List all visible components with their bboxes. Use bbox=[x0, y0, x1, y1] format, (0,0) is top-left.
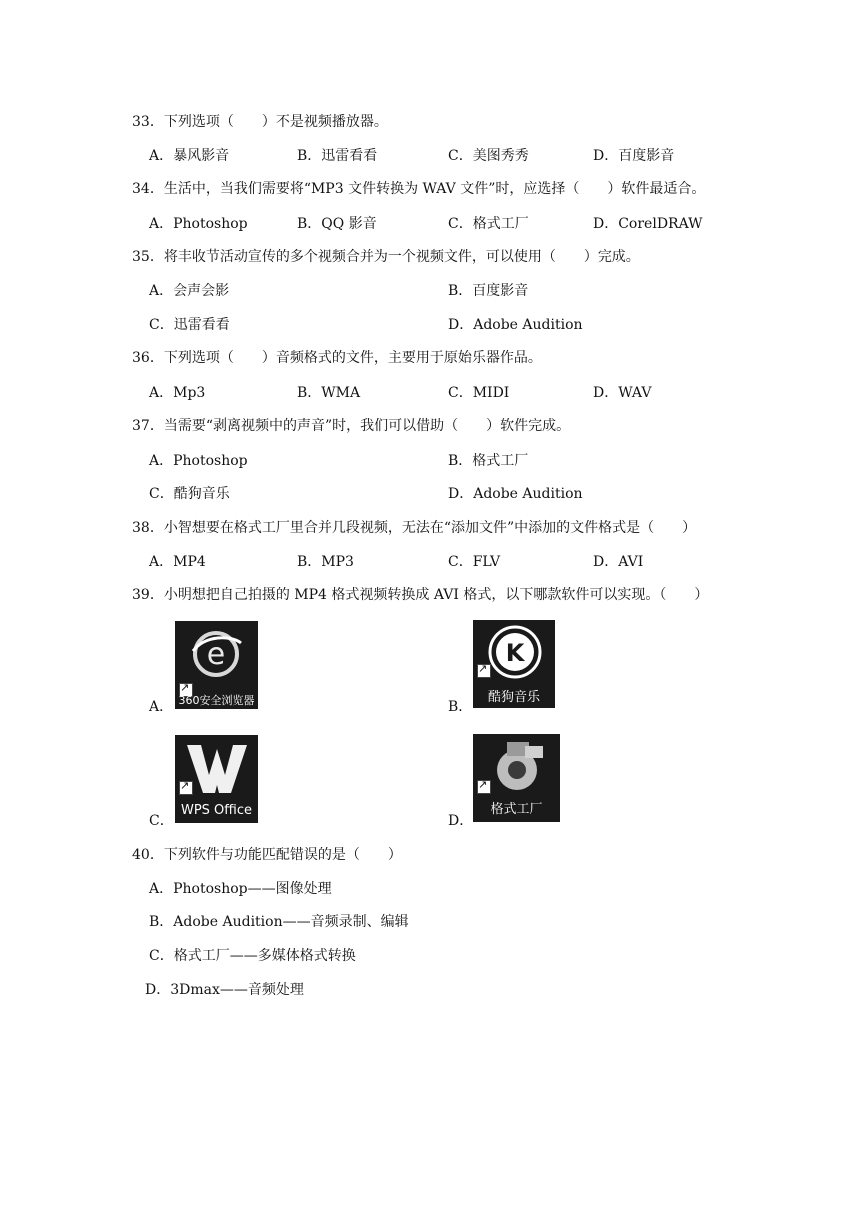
question-37-option-c: C．酷狗音乐 bbox=[149, 486, 230, 502]
kugou-music-icon bbox=[473, 620, 555, 708]
format-factory-caption: 格式工厂 bbox=[490, 802, 543, 817]
question-33-option-b: B．迅雷看看 bbox=[297, 148, 378, 164]
question-34-option-a: A．Photoshop bbox=[149, 216, 248, 232]
question-35-option-b: B．百度影音 bbox=[448, 283, 529, 299]
question-40-stem: 40．下列软件与功能匹配错误的是（ ） bbox=[132, 847, 402, 863]
question-39-stem: 39．小明想把自己拍摄的 MP4 格式视频转换成 AVI 格式，以下哪款软件可以实现。（ ） bbox=[132, 587, 709, 603]
question-40-option-b: B．Adobe Audition——音频录制、编辑 bbox=[149, 914, 409, 930]
question-34-stem: 34．生活中，当我们需要将“MP3 文件转换为 WAV 文件”时，应选择（ ）软件最适合。 bbox=[132, 181, 706, 197]
question-35-stem: 35．将丰收节活动宣传的多个视频合并为一个视频文件，可以使用（ ）完成。 bbox=[132, 249, 640, 265]
question-40-option-a: A．Photoshop——图像处理 bbox=[149, 881, 332, 897]
question-38-option-b: B．MP3 bbox=[297, 554, 354, 570]
format-factory-icon bbox=[473, 734, 560, 822]
question-34-option-c: C．格式工厂 bbox=[448, 216, 529, 232]
question-37-option-b: B．格式工厂 bbox=[448, 453, 529, 469]
question-33-option-a: A．暴风影音 bbox=[149, 148, 230, 164]
question-36-option-c: C．MIDI bbox=[448, 385, 510, 401]
question-37-option-a: A．Photoshop bbox=[149, 453, 248, 469]
question-37-option-d: D．Adobe Audition bbox=[448, 486, 583, 502]
question-38-option-d: D．AVI bbox=[593, 554, 644, 570]
question-34-option-b: B．QQ 影音 bbox=[297, 216, 377, 232]
shortcut-arrow-icon bbox=[179, 781, 193, 795]
shortcut-arrow-icon bbox=[477, 664, 491, 678]
question-36-option-a: A．Mp3 bbox=[149, 385, 206, 401]
question-36-option-b: B．WMA bbox=[297, 385, 361, 401]
question-38-stem: 38．小智想要在格式工厂里合并几段视频，无法在“添加文件”中添加的文件格式是（ ） bbox=[132, 520, 697, 536]
question-36-stem: 36．下列选项（ ）音频格式的文件，主要用于原始乐器作品。 bbox=[132, 350, 542, 366]
question-33-stem: 33．下列选项（ ）不是视频播放器。 bbox=[132, 114, 388, 130]
question-39-option-a: A． bbox=[149, 699, 174, 715]
360-browser-caption: 360安全浏览器 bbox=[178, 694, 255, 707]
question-33-option-c: C．美图秀秀 bbox=[448, 148, 529, 164]
question-37-stem: 37．当需要“剥离视频中的声音”时，我们可以借助（ ）软件完成。 bbox=[132, 418, 571, 434]
question-34-option-d: D．CorelDRAW bbox=[593, 216, 703, 232]
question-35-option-d: D．Adobe Audition bbox=[448, 317, 583, 333]
question-38-option-c: C．FLV bbox=[448, 554, 501, 570]
kugou-music-caption: 酷狗音乐 bbox=[487, 690, 540, 705]
wps-office-icon bbox=[175, 735, 258, 823]
question-35-option-a: A．会声会影 bbox=[149, 283, 230, 299]
360-browser-icon bbox=[175, 621, 258, 709]
question-36-option-d: D．WAV bbox=[593, 385, 652, 401]
question-35-option-c: C．迅雷看看 bbox=[149, 317, 230, 333]
svg-text:K: K bbox=[505, 639, 525, 667]
question-33-option-d: D．百度影音 bbox=[593, 148, 675, 164]
question-39-option-c: C． bbox=[149, 813, 174, 829]
question-38-option-a: A．MP4 bbox=[149, 554, 206, 570]
question-39-option-d: D． bbox=[448, 813, 474, 829]
wps-office-caption: WPS Office bbox=[180, 803, 253, 818]
question-40-option-c: C．格式工厂——多媒体格式转换 bbox=[149, 948, 356, 964]
svg-text:e: e bbox=[206, 637, 226, 672]
shortcut-arrow-icon bbox=[477, 780, 491, 794]
question-39-option-b: B． bbox=[448, 699, 473, 715]
question-40-option-d: D．3Dmax——音频处理 bbox=[145, 982, 304, 998]
